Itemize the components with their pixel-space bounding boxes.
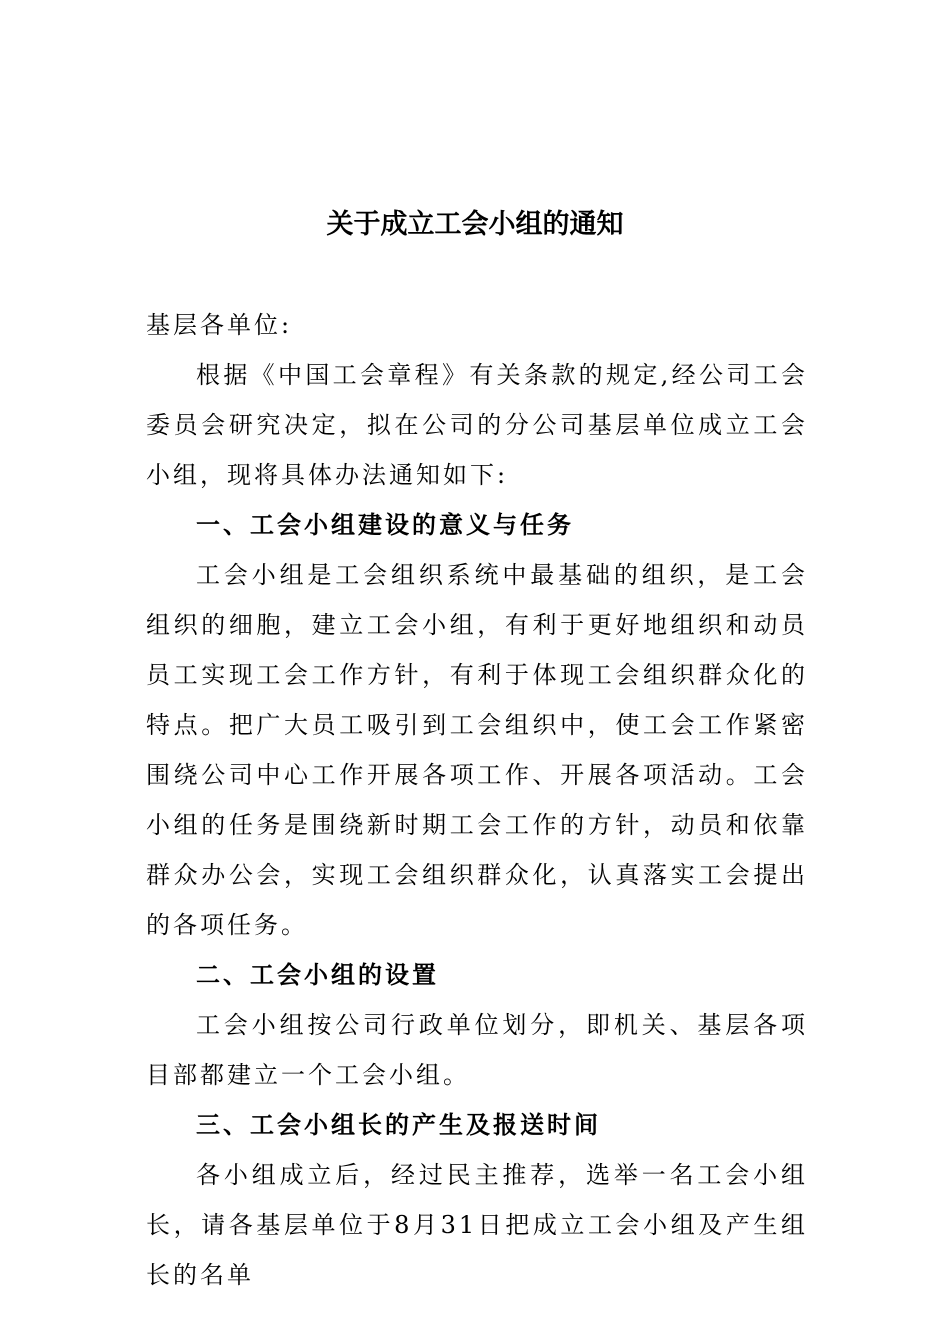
section-3-heading: 三、工会小组长的产生及报送时间 — [196, 1110, 601, 1139]
document-title: 关于成立工会小组的通知 — [326, 209, 624, 240]
section-2-body: 工会小组按公司行政单位划分，即机关、基层各项目部都建立一个工会小组。 — [146, 1011, 808, 1089]
section-3-body: 各小组成立后，经过民主推荐，选举一名工会小组长，请各基层单位于8月31日把成立工会小组及产生组长的名单 — [146, 1161, 808, 1289]
intro-paragraph: 根据《中国工会章程》有关条款的规定,经公司工会委员会研究决定，拟在公司的分公司基层单位成立工会小组，现将具体办法通知如下: — [146, 361, 808, 489]
section-1-heading: 一、工会小组建设的意义与任务 — [196, 510, 574, 539]
document-body — [146, 300, 808, 1300]
salutation: 基层各单位: — [146, 311, 293, 339]
section-1-body: 工会小组是工会组织系统中最基础的组织，是工会组织的细胞，建立工会小组，有利于更好地组织和动员员工实现工会工作方针，有利于体现工会组织群众化的特点。把广大员工吸引到工会组织中，使工会工作紧密围绕公司中心工作开展各项工作、开展各项活动。工会小组的任务是围绕新时期工会工作的方针，动员和依靠群众办公会，实现工会组织群众化，认真落实工会提出的各项任务。 — [146, 561, 808, 939]
section-2-heading: 二、工会小组的设置 — [196, 960, 439, 989]
